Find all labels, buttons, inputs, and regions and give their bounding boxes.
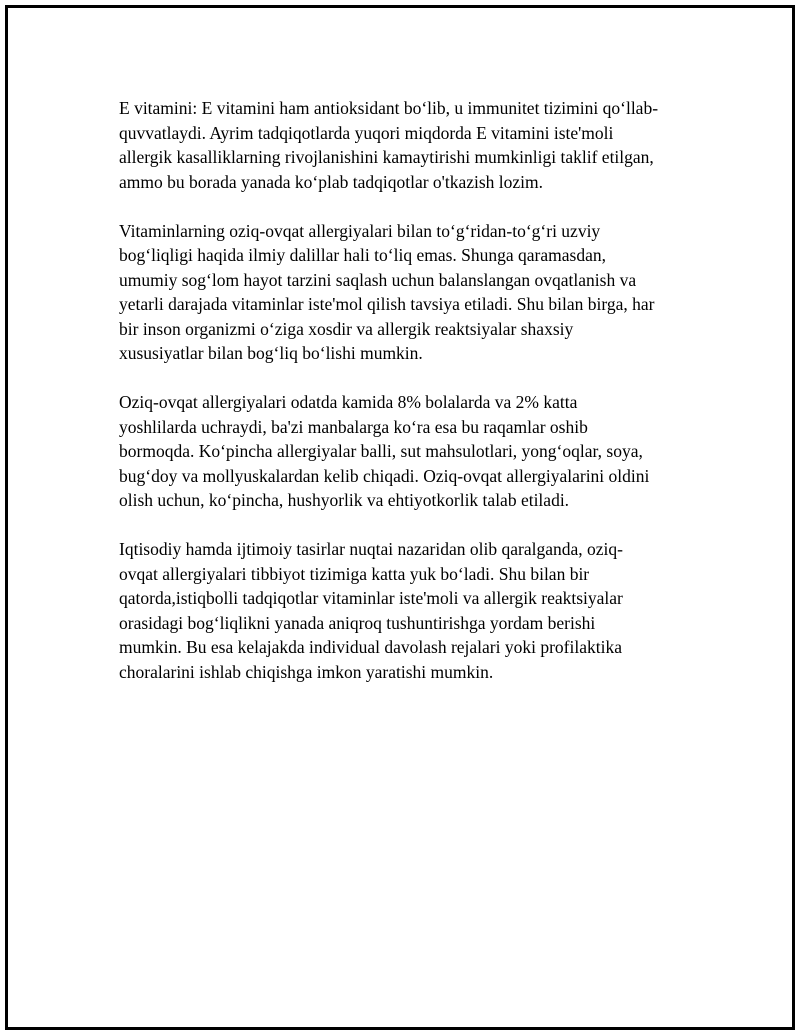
text-line: allergik kasalliklarning rivojlanishini kamaytirishi mumkinligi taklif etilgan, xyxy=(119,147,654,167)
text-line: Oziq-ovqat allergiyalari odatda kamida 8% bolalarda va 2% katta xyxy=(119,392,578,412)
document-page xyxy=(5,5,795,1030)
text-line: orasidagi bog‘liqlikni yanada aniqroq tushuntirishga yordam berishi xyxy=(119,612,596,633)
text-line: bir inson organizmi o‘ziga xosdir va allergik reaktsiyalar shaxsiy xyxy=(119,318,574,339)
text-line: yetarli darajada vitaminlar iste'mol qilish tavsiya etiladi. Shu bilan birga, har xyxy=(119,294,655,314)
text-line: bug‘doy va mollyuskalardan kelib chiqadi. Oziq-ovqat allergiyalarini oldini xyxy=(119,465,650,486)
text-line: Vitaminlarning oziq-ovqat allergiyalari bilan to‘g‘ridan-to‘g‘ri uzviy xyxy=(119,220,601,241)
text-line: ammo bu borada yanada ko‘plab tadqiqotlar o'tkazish lozim. xyxy=(119,171,543,192)
text-line: xususiyatlar bilan bog‘liq bo‘lishi mumkin. xyxy=(119,343,423,363)
text-line: bog‘liqligi haqida ilmiy dalillar hali to‘liq emas. Shunga qaramasdan, xyxy=(119,245,606,265)
paragraph-vitamin-e xyxy=(119,96,709,194)
paragraph-allergy-prevalence xyxy=(119,390,709,513)
text-line: olish uchun, ko‘pincha, hushyorlik va ehtiyotkorlik talab etiladi. xyxy=(119,490,570,510)
text-line: choralarini ishlab chiqishga imkon yaratishi mumkin. xyxy=(119,661,494,682)
text-line: ovqat allergiyalari tibbiyot tizimiga katta yuk bo‘ladi. Shu bilan bir xyxy=(119,563,590,584)
text-line: Iqtisodiy hamda ijtimoiy tasirlar nuqtai nazaridan olib qaralganda, oziq- xyxy=(119,539,623,559)
paragraph-vitamins-evidence xyxy=(119,219,709,366)
document-body xyxy=(119,96,709,709)
text-line: qatorda,istiqbolli tadqiqotlar vitaminlar iste'moli va allergik reaktsiyalar xyxy=(119,588,623,608)
text-line: yoshlilarda uchraydi, ba'zi manbalarga ko‘ra esa bu raqamlar oshib xyxy=(119,416,588,437)
paragraph-economic-social xyxy=(119,537,709,684)
text-line: umumiy sog‘lom hayot tarzini saqlash uchun balanslangan ovqatlanish va xyxy=(119,269,637,290)
text-line: E vitamini: E vitamini ham antioksidant bo‘lib, u immunitet tizimini qo‘llab- xyxy=(119,98,659,118)
text-line: quvvatlaydi. Ayrim tadqiqotlarda yuqori miqdorda E vitamini iste'moli xyxy=(119,122,614,143)
text-line: bormoqda. Ko‘pincha allergiyalar balli, sut mahsulotlari, yong‘oqlar, soya, xyxy=(119,441,643,461)
text-line: mumkin. Bu esa kelajakda individual davolash rejalari yoki profilaktika xyxy=(119,637,622,657)
